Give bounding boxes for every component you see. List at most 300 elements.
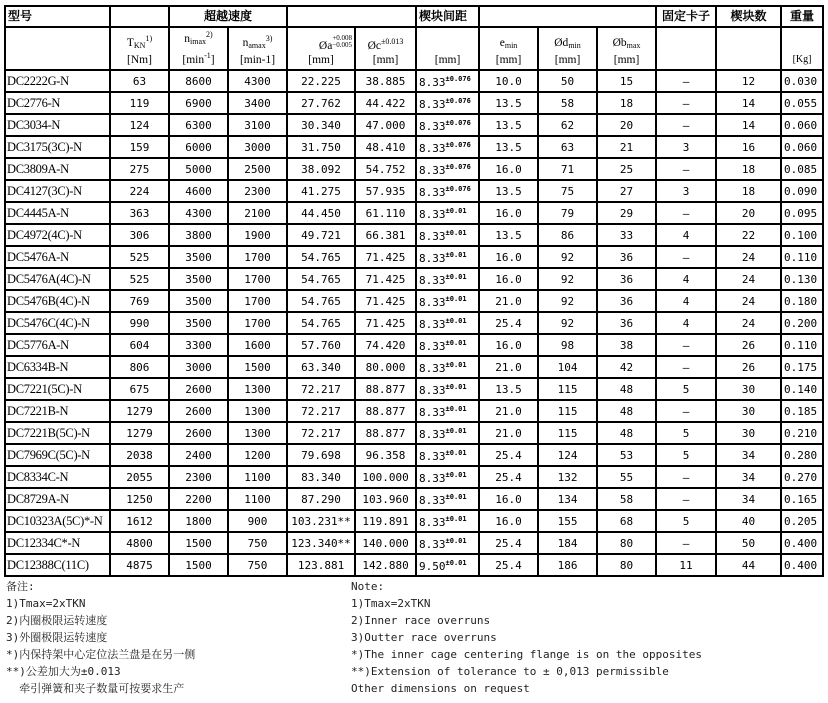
emin-cell: 25.4 xyxy=(479,466,538,488)
clip-cell: – xyxy=(656,334,716,356)
model-cell: DC7221(5C)-N xyxy=(5,378,110,400)
subheader-tkn: $T_{KN}^{1)}$ [Nm] xyxy=(110,27,169,70)
oa-cell: 31.750 xyxy=(287,136,355,158)
emin-cell: 13.5 xyxy=(479,136,538,158)
model-cell: DC5776A-N xyxy=(5,334,110,356)
tkn-cell: 306 xyxy=(110,224,169,246)
bmax-cell: 36 xyxy=(597,246,656,268)
oc-cell: 71.425 xyxy=(355,312,416,334)
bmax-cell: 68 xyxy=(597,510,656,532)
model-cell: DC4127(3C)-N xyxy=(5,180,110,202)
model-cell: DC12334C*-N xyxy=(5,532,110,554)
oc-cell: 71.425 xyxy=(355,290,416,312)
spacing-cell: $8.33^{\pm 0.01}$ xyxy=(416,422,479,444)
emin-cell: 25.4 xyxy=(479,532,538,554)
bmax-cell: 36 xyxy=(597,312,656,334)
table-row xyxy=(5,70,823,92)
spacing-cell: $8.33^{\pm 0.076}$ xyxy=(416,158,479,180)
weight-cell: 0.090 xyxy=(781,180,823,202)
nimax-cell: 2400 xyxy=(169,444,228,466)
emin-cell: 21.0 xyxy=(479,356,538,378)
oc-cell: 54.752 xyxy=(355,158,416,180)
subheader-blank xyxy=(656,27,716,70)
oa-cell: 41.275 xyxy=(287,180,355,202)
weight-cell: 0.180 xyxy=(781,290,823,312)
namax-cell: 1100 xyxy=(228,488,287,510)
weight-cell: 0.085 xyxy=(781,158,823,180)
sprag-count-cell: 24 xyxy=(716,290,781,312)
tkn-cell: 363 xyxy=(110,202,169,224)
note-line-cn: **)公差加大为±0.013 xyxy=(6,665,121,678)
note-line-cn: 3)外圈极限运转速度 xyxy=(6,631,108,644)
dmin-cell: 134 xyxy=(538,488,597,510)
spacing-cell: $8.33^{\pm 0.01}$ xyxy=(416,378,479,400)
clip-cell: – xyxy=(656,488,716,510)
sprag-count-cell: 14 xyxy=(716,92,781,114)
dmin-cell: 62 xyxy=(538,114,597,136)
subheader-oc: $Øc^{\pm 0.013}$ [mm] xyxy=(355,27,416,70)
header-weight: 重量 xyxy=(781,6,823,27)
oa-cell: 38.092 xyxy=(287,158,355,180)
note-line-en: *)The inner cage centering flange is on the opposites xyxy=(351,648,702,661)
sprag-count-cell: 34 xyxy=(716,466,781,488)
weight-cell: 0.140 xyxy=(781,378,823,400)
dmin-cell: 155 xyxy=(538,510,597,532)
tkn-cell: 769 xyxy=(110,290,169,312)
subheader-spacing-unit: [mm] xyxy=(416,27,479,70)
oa-cell: 54.765 xyxy=(287,268,355,290)
header-blank xyxy=(479,6,656,27)
clip-cell: 3 xyxy=(656,136,716,158)
sprag-count-cell: 50 xyxy=(716,532,781,554)
dmin-cell: 79 xyxy=(538,202,597,224)
weight-cell: 0.110 xyxy=(781,334,823,356)
header-fixed-clip: 固定卡子 xyxy=(656,6,716,27)
oc-cell: 88.877 xyxy=(355,422,416,444)
model-cell: DC7969C(5C)-N xyxy=(5,444,110,466)
clip-cell: – xyxy=(656,400,716,422)
weight-cell: 0.100 xyxy=(781,224,823,246)
table-row xyxy=(5,268,823,290)
note-line-en: **)Extension of tolerance to ± 0,013 permissible xyxy=(351,665,669,678)
bmax-cell: 20 xyxy=(597,114,656,136)
namax-cell: 1300 xyxy=(228,378,287,400)
nimax-cell: 1500 xyxy=(169,532,228,554)
model-cell: DC3175(3C)-N xyxy=(5,136,110,158)
namax-cell: 2100 xyxy=(228,202,287,224)
emin-cell: 16.0 xyxy=(479,488,538,510)
header-blank xyxy=(287,6,416,27)
oa-cell: 72.217 xyxy=(287,422,355,444)
tkn-cell: 119 xyxy=(110,92,169,114)
nimax-cell: 3800 xyxy=(169,224,228,246)
weight-cell: 0.165 xyxy=(781,488,823,510)
oa-cell: 30.340 xyxy=(287,114,355,136)
header-overrun-speed: 超越速度 xyxy=(169,6,287,27)
namax-cell: 4300 xyxy=(228,70,287,92)
bmax-cell: 58 xyxy=(597,488,656,510)
emin-cell: 13.5 xyxy=(479,378,538,400)
clip-cell: – xyxy=(656,532,716,554)
emin-cell: 21.0 xyxy=(479,290,538,312)
header-sprag-spacing: 楔块间距 xyxy=(416,6,479,27)
oa-cell: 54.765 xyxy=(287,290,355,312)
bmax-cell: 36 xyxy=(597,290,656,312)
emin-cell: 10.0 xyxy=(479,70,538,92)
tkn-cell: 1279 xyxy=(110,422,169,444)
oc-cell: 119.891 xyxy=(355,510,416,532)
header-model: 型号 xyxy=(5,6,110,27)
clip-cell: – xyxy=(656,246,716,268)
clip-cell: – xyxy=(656,466,716,488)
model-cell: DC3809A-N xyxy=(5,158,110,180)
namax-cell: 1700 xyxy=(228,246,287,268)
note-line-cn: 备注: xyxy=(6,580,35,593)
tkn-cell: 124 xyxy=(110,114,169,136)
spacing-cell: $8.33^{\pm 0.01}$ xyxy=(416,466,479,488)
nimax-cell: 3500 xyxy=(169,312,228,334)
bmax-cell: 18 xyxy=(597,92,656,114)
nimax-cell: 3500 xyxy=(169,268,228,290)
nimax-cell: 2600 xyxy=(169,422,228,444)
oa-cell: 54.765 xyxy=(287,246,355,268)
dmin-cell: 115 xyxy=(538,422,597,444)
oc-cell: 140.000 xyxy=(355,532,416,554)
oa-cell: 79.698 xyxy=(287,444,355,466)
bmax-cell: 33 xyxy=(597,224,656,246)
emin-cell: 13.5 xyxy=(479,180,538,202)
tkn-cell: 1250 xyxy=(110,488,169,510)
nimax-cell: 8600 xyxy=(169,70,228,92)
table-row xyxy=(5,202,823,224)
note-line-cn: *)内保持架中心定位法兰盘是在另一侧 xyxy=(6,648,196,661)
note-line-en: 1)Tmax=2xTKN xyxy=(351,597,431,610)
tkn-cell: 525 xyxy=(110,246,169,268)
dmin-cell: 86 xyxy=(538,224,597,246)
bmax-cell: 80 xyxy=(597,532,656,554)
tkn-cell: 604 xyxy=(110,334,169,356)
nimax-cell: 6000 xyxy=(169,136,228,158)
oa-cell: 103.231** xyxy=(287,510,355,532)
note-line-cn: 牵引弹簧和夹子数量可按要求生产 xyxy=(6,682,185,695)
notes-chinese xyxy=(6,578,195,697)
namax-cell: 3100 xyxy=(228,114,287,136)
spacing-cell: $8.33^{\pm 0.076}$ xyxy=(416,114,479,136)
oc-cell: 74.420 xyxy=(355,334,416,356)
sprag-count-cell: 44 xyxy=(716,554,781,576)
weight-cell: 0.130 xyxy=(781,268,823,290)
weight-cell: 0.060 xyxy=(781,136,823,158)
table-row xyxy=(5,180,823,202)
bmax-cell: 80 xyxy=(597,554,656,576)
oc-cell: 80.000 xyxy=(355,356,416,378)
oc-cell: 47.000 xyxy=(355,114,416,136)
oc-cell: 44.422 xyxy=(355,92,416,114)
dmin-cell: 58 xyxy=(538,92,597,114)
header-row-1 xyxy=(5,6,823,27)
weight-cell: 0.400 xyxy=(781,554,823,576)
emin-cell: 16.0 xyxy=(479,202,538,224)
oa-cell: 27.762 xyxy=(287,92,355,114)
weight-cell: 0.185 xyxy=(781,400,823,422)
bmax-cell: 38 xyxy=(597,334,656,356)
oc-cell: 57.935 xyxy=(355,180,416,202)
clip-cell: – xyxy=(656,356,716,378)
table-row xyxy=(5,136,823,158)
subheader-blank xyxy=(5,27,110,70)
tkn-cell: 159 xyxy=(110,136,169,158)
weight-cell: 0.400 xyxy=(781,532,823,554)
spacing-cell: $9.50^{\pm 0.01}$ xyxy=(416,554,479,576)
model-cell: DC4972(4C)-N xyxy=(5,224,110,246)
oc-cell: 88.877 xyxy=(355,378,416,400)
nimax-cell: 5000 xyxy=(169,158,228,180)
bmax-cell: 15 xyxy=(597,70,656,92)
namax-cell: 1300 xyxy=(228,400,287,422)
clip-cell: – xyxy=(656,158,716,180)
dmin-cell: 75 xyxy=(538,180,597,202)
namax-cell: 1700 xyxy=(228,290,287,312)
nimax-cell: 3300 xyxy=(169,334,228,356)
oa-cell: 57.760 xyxy=(287,334,355,356)
sprag-count-cell: 30 xyxy=(716,400,781,422)
note-line-en: Note: xyxy=(351,580,385,593)
clip-cell: 5 xyxy=(656,378,716,400)
spacing-cell: $8.33^{\pm 0.01}$ xyxy=(416,532,479,554)
tkn-cell: 525 xyxy=(110,268,169,290)
table-row xyxy=(5,444,823,466)
tkn-cell: 4875 xyxy=(110,554,169,576)
clip-cell: 11 xyxy=(656,554,716,576)
spacing-cell: $8.33^{\pm 0.01}$ xyxy=(416,312,479,334)
spacing-cell: $8.33^{\pm 0.01}$ xyxy=(416,202,479,224)
model-cell: DC5476C(4C)-N xyxy=(5,312,110,334)
namax-cell: 1500 xyxy=(228,356,287,378)
clip-cell: 5 xyxy=(656,422,716,444)
sprag-spec-table xyxy=(4,5,824,577)
model-cell: DC5476A(4C)-N xyxy=(5,268,110,290)
spacing-cell: $8.33^{\pm 0.01}$ xyxy=(416,334,479,356)
nimax-cell: 1500 xyxy=(169,554,228,576)
oc-cell: 48.410 xyxy=(355,136,416,158)
weight-cell: 0.210 xyxy=(781,422,823,444)
bmax-cell: 36 xyxy=(597,268,656,290)
clip-cell: – xyxy=(656,114,716,136)
table-row xyxy=(5,554,823,576)
model-cell: DC10323A(5C)*-N xyxy=(5,510,110,532)
bmax-cell: 21 xyxy=(597,136,656,158)
namax-cell: 1700 xyxy=(228,268,287,290)
model-cell: DC5476A-N xyxy=(5,246,110,268)
weight-cell: 0.200 xyxy=(781,312,823,334)
model-cell: DC4445A-N xyxy=(5,202,110,224)
emin-cell: 16.0 xyxy=(479,246,538,268)
header-sprag-count: 楔块数 xyxy=(716,6,781,27)
oc-cell: 66.381 xyxy=(355,224,416,246)
tkn-cell: 2038 xyxy=(110,444,169,466)
spacing-cell: $8.33^{\pm 0.076}$ xyxy=(416,136,479,158)
oa-cell: 72.217 xyxy=(287,378,355,400)
subheader-namax: $n_{amax}^{3)}$ [min-1] xyxy=(228,27,287,70)
emin-cell: 25.4 xyxy=(479,554,538,576)
dmin-cell: 98 xyxy=(538,334,597,356)
model-cell: DC5476B(4C)-N xyxy=(5,290,110,312)
subheader-blank xyxy=(716,27,781,70)
clip-cell: 5 xyxy=(656,444,716,466)
dmin-cell: 92 xyxy=(538,268,597,290)
note-line-en: Other dimensions on request xyxy=(351,682,530,695)
tkn-cell: 1279 xyxy=(110,400,169,422)
subheader-emin: $e_{min}$ [mm] xyxy=(479,27,538,70)
namax-cell: 1600 xyxy=(228,334,287,356)
bmax-cell: 48 xyxy=(597,378,656,400)
clip-cell: – xyxy=(656,92,716,114)
table-row xyxy=(5,114,823,136)
subheader-odmin: $Ød_{min}$ [mm] xyxy=(538,27,597,70)
oa-cell: 22.225 xyxy=(287,70,355,92)
model-cell: DC12388C(11C) xyxy=(5,554,110,576)
sprag-count-cell: 14 xyxy=(716,114,781,136)
model-cell: DC8334C-N xyxy=(5,466,110,488)
nimax-cell: 2600 xyxy=(169,378,228,400)
clip-cell: – xyxy=(656,70,716,92)
header-blank xyxy=(110,6,169,27)
nimax-cell: 2200 xyxy=(169,488,228,510)
dmin-cell: 63 xyxy=(538,136,597,158)
sprag-count-cell: 30 xyxy=(716,422,781,444)
tkn-cell: 806 xyxy=(110,356,169,378)
nimax-cell: 3000 xyxy=(169,356,228,378)
emin-cell: 16.0 xyxy=(479,268,538,290)
bmax-cell: 53 xyxy=(597,444,656,466)
note-line-en: 3)Outter race overruns xyxy=(351,631,497,644)
nimax-cell: 3500 xyxy=(169,246,228,268)
oa-cell: 44.450 xyxy=(287,202,355,224)
bmax-cell: 29 xyxy=(597,202,656,224)
sprag-count-cell: 18 xyxy=(716,180,781,202)
emin-cell: 25.4 xyxy=(479,312,538,334)
model-cell: DC6334B-N xyxy=(5,356,110,378)
nimax-cell: 3500 xyxy=(169,290,228,312)
bmax-cell: 48 xyxy=(597,400,656,422)
tkn-cell: 675 xyxy=(110,378,169,400)
clip-cell: 4 xyxy=(656,312,716,334)
dmin-cell: 92 xyxy=(538,290,597,312)
header-row-2 xyxy=(5,27,823,70)
namax-cell: 1300 xyxy=(228,422,287,444)
nimax-cell: 2600 xyxy=(169,400,228,422)
oa-cell: 49.721 xyxy=(287,224,355,246)
spacing-cell: $8.33^{\pm 0.01}$ xyxy=(416,400,479,422)
oc-cell: 88.877 xyxy=(355,400,416,422)
clip-cell: – xyxy=(656,202,716,224)
note-line-en: 2)Inner race overruns xyxy=(351,614,491,627)
clip-cell: 3 xyxy=(656,180,716,202)
sprag-count-cell: 22 xyxy=(716,224,781,246)
tkn-cell: 224 xyxy=(110,180,169,202)
namax-cell: 2500 xyxy=(228,158,287,180)
table-row xyxy=(5,422,823,444)
table-row xyxy=(5,488,823,510)
nimax-cell: 1800 xyxy=(169,510,228,532)
oc-cell: 96.358 xyxy=(355,444,416,466)
spacing-cell: $8.33^{\pm 0.076}$ xyxy=(416,92,479,114)
oa-cell: 72.217 xyxy=(287,400,355,422)
spacing-cell: $8.33^{\pm 0.01}$ xyxy=(416,356,479,378)
table-row xyxy=(5,400,823,422)
subheader-nimax: $n_{imax}^{2)}$ $[\min^{-1}]$ xyxy=(169,27,228,70)
model-cell: DC7221B(5C)-N xyxy=(5,422,110,444)
oc-cell: 142.880 xyxy=(355,554,416,576)
model-cell: DC8729A-N xyxy=(5,488,110,510)
bmax-cell: 42 xyxy=(597,356,656,378)
weight-cell: 0.280 xyxy=(781,444,823,466)
tkn-cell: 4800 xyxy=(110,532,169,554)
model-cell: DC3034-N xyxy=(5,114,110,136)
table-row xyxy=(5,356,823,378)
dmin-cell: 104 xyxy=(538,356,597,378)
namax-cell: 1200 xyxy=(228,444,287,466)
clip-cell: 4 xyxy=(656,290,716,312)
table-row xyxy=(5,158,823,180)
table-row xyxy=(5,224,823,246)
nimax-cell: 4600 xyxy=(169,180,228,202)
spacing-cell: $8.33^{\pm 0.01}$ xyxy=(416,290,479,312)
dmin-cell: 92 xyxy=(538,246,597,268)
namax-cell: 750 xyxy=(228,532,287,554)
oa-cell: 54.765 xyxy=(287,312,355,334)
spacing-cell: $8.33^{\pm 0.01}$ xyxy=(416,510,479,532)
dmin-cell: 132 xyxy=(538,466,597,488)
oc-cell: 100.000 xyxy=(355,466,416,488)
sprag-count-cell: 24 xyxy=(716,268,781,290)
emin-cell: 21.0 xyxy=(479,422,538,444)
tkn-cell: 1612 xyxy=(110,510,169,532)
emin-cell: 13.5 xyxy=(479,92,538,114)
sprag-count-cell: 26 xyxy=(716,356,781,378)
sprag-count-cell: 24 xyxy=(716,312,781,334)
note-line-cn: 2)内圈极限运转速度 xyxy=(6,614,108,627)
nimax-cell: 6900 xyxy=(169,92,228,114)
clip-cell: 4 xyxy=(656,224,716,246)
subheader-oa: Øa+0.008 −0.005 [mm] xyxy=(287,27,355,70)
notes-english xyxy=(351,578,702,697)
dmin-cell: 71 xyxy=(538,158,597,180)
emin-cell: 16.0 xyxy=(479,158,538,180)
emin-cell: 21.0 xyxy=(479,400,538,422)
nimax-cell: 2300 xyxy=(169,466,228,488)
sprag-count-cell: 30 xyxy=(716,378,781,400)
weight-cell: 0.060 xyxy=(781,114,823,136)
table-row xyxy=(5,312,823,334)
oa-cell: 83.340 xyxy=(287,466,355,488)
oc-cell: 103.960 xyxy=(355,488,416,510)
bmax-cell: 55 xyxy=(597,466,656,488)
spacing-cell: $8.33^{\pm 0.01}$ xyxy=(416,224,479,246)
oa-cell: 87.290 xyxy=(287,488,355,510)
weight-cell: 0.055 xyxy=(781,92,823,114)
bmax-cell: 27 xyxy=(597,180,656,202)
sprag-count-cell: 26 xyxy=(716,334,781,356)
table-row xyxy=(5,510,823,532)
emin-cell: 13.5 xyxy=(479,224,538,246)
table-row xyxy=(5,378,823,400)
tkn-cell: 2055 xyxy=(110,466,169,488)
subheader-obmax: $Øb_{max}$ [mm] xyxy=(597,27,656,70)
sprag-count-cell: 34 xyxy=(716,444,781,466)
model-cell: DC2222G-N xyxy=(5,70,110,92)
sprag-count-cell: 24 xyxy=(716,246,781,268)
